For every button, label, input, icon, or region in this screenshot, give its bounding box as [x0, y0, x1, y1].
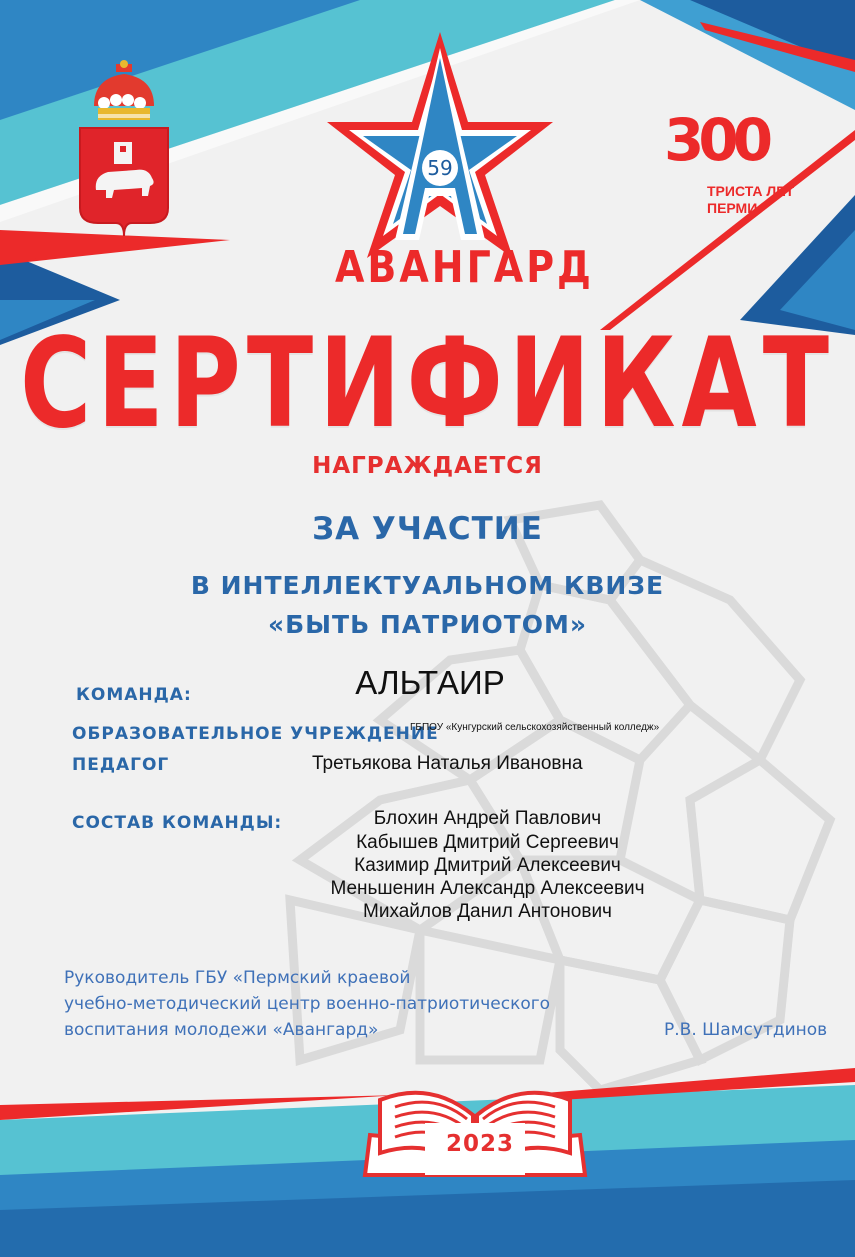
member-item: Казимир Дмитрий Алексеевич [354, 855, 621, 876]
jubilee-number: 300 [664, 106, 768, 174]
event-line2: «БЫТЬ ПАТРИОТОМ» [267, 610, 588, 639]
signatory-position-line1: Руководитель ГБУ «Пермский краевой [64, 968, 411, 988]
jubilee-text-line2: ПЕРМИ [707, 200, 758, 216]
open-book-icon [355, 1075, 595, 1185]
jubilee-text [707, 183, 827, 217]
members-label: СОСТАВ КОМАНДЫ: [72, 813, 283, 833]
teacher-label: ПЕДАГОГ [72, 755, 170, 775]
certificate-year: 2023 [445, 1131, 514, 1157]
logo-name: АВАНГАРД [335, 241, 594, 293]
signatory-position-line3: воспитания молодежи «Авангард» [64, 1020, 379, 1040]
jubilee-text-line1: ТРИСТА ЛЕТ [707, 183, 795, 199]
member-item: Блохин Андрей Павлович [373, 808, 602, 829]
perm-krai-coat-of-arms-icon [74, 58, 174, 243]
signatory-position [64, 965, 550, 1043]
member-item: Михайлов Данил Антонович [363, 901, 612, 922]
team-value: АЛЬТАИР [355, 664, 505, 701]
signatory-position-line2: учебно-методический центр военно-патриотического [64, 994, 551, 1014]
signatory-name: Р.В. Шамсутдинов [664, 1020, 828, 1040]
logo-number: 59 [427, 156, 453, 180]
member-item: Меньшенин Александр Алексеевич [330, 878, 645, 899]
team-label: КОМАНДА: [76, 685, 192, 705]
institution-label: ОБРАЗОВАТЕЛЬНОЕ УЧРЕЖДЕНИЕ [72, 724, 439, 744]
certificate-title: СЕРТИФИКАТ [19, 312, 836, 456]
teacher-value: Третьякова Наталья Ивановна [312, 753, 583, 774]
for-participation: ЗА УЧАСТИЕ [312, 511, 543, 547]
event-line1: В ИНТЕЛЛЕКТУАЛЬНОМ КВИЗЕ [190, 571, 665, 600]
institution-value: ГБПОУ «Кунгурский сельскохозяйственный колледж» [410, 722, 660, 733]
member-item: Кабышев Дмитрий Сергеевич [356, 832, 619, 853]
awarded-label: НАГРАЖДАЕТСЯ [312, 453, 543, 479]
